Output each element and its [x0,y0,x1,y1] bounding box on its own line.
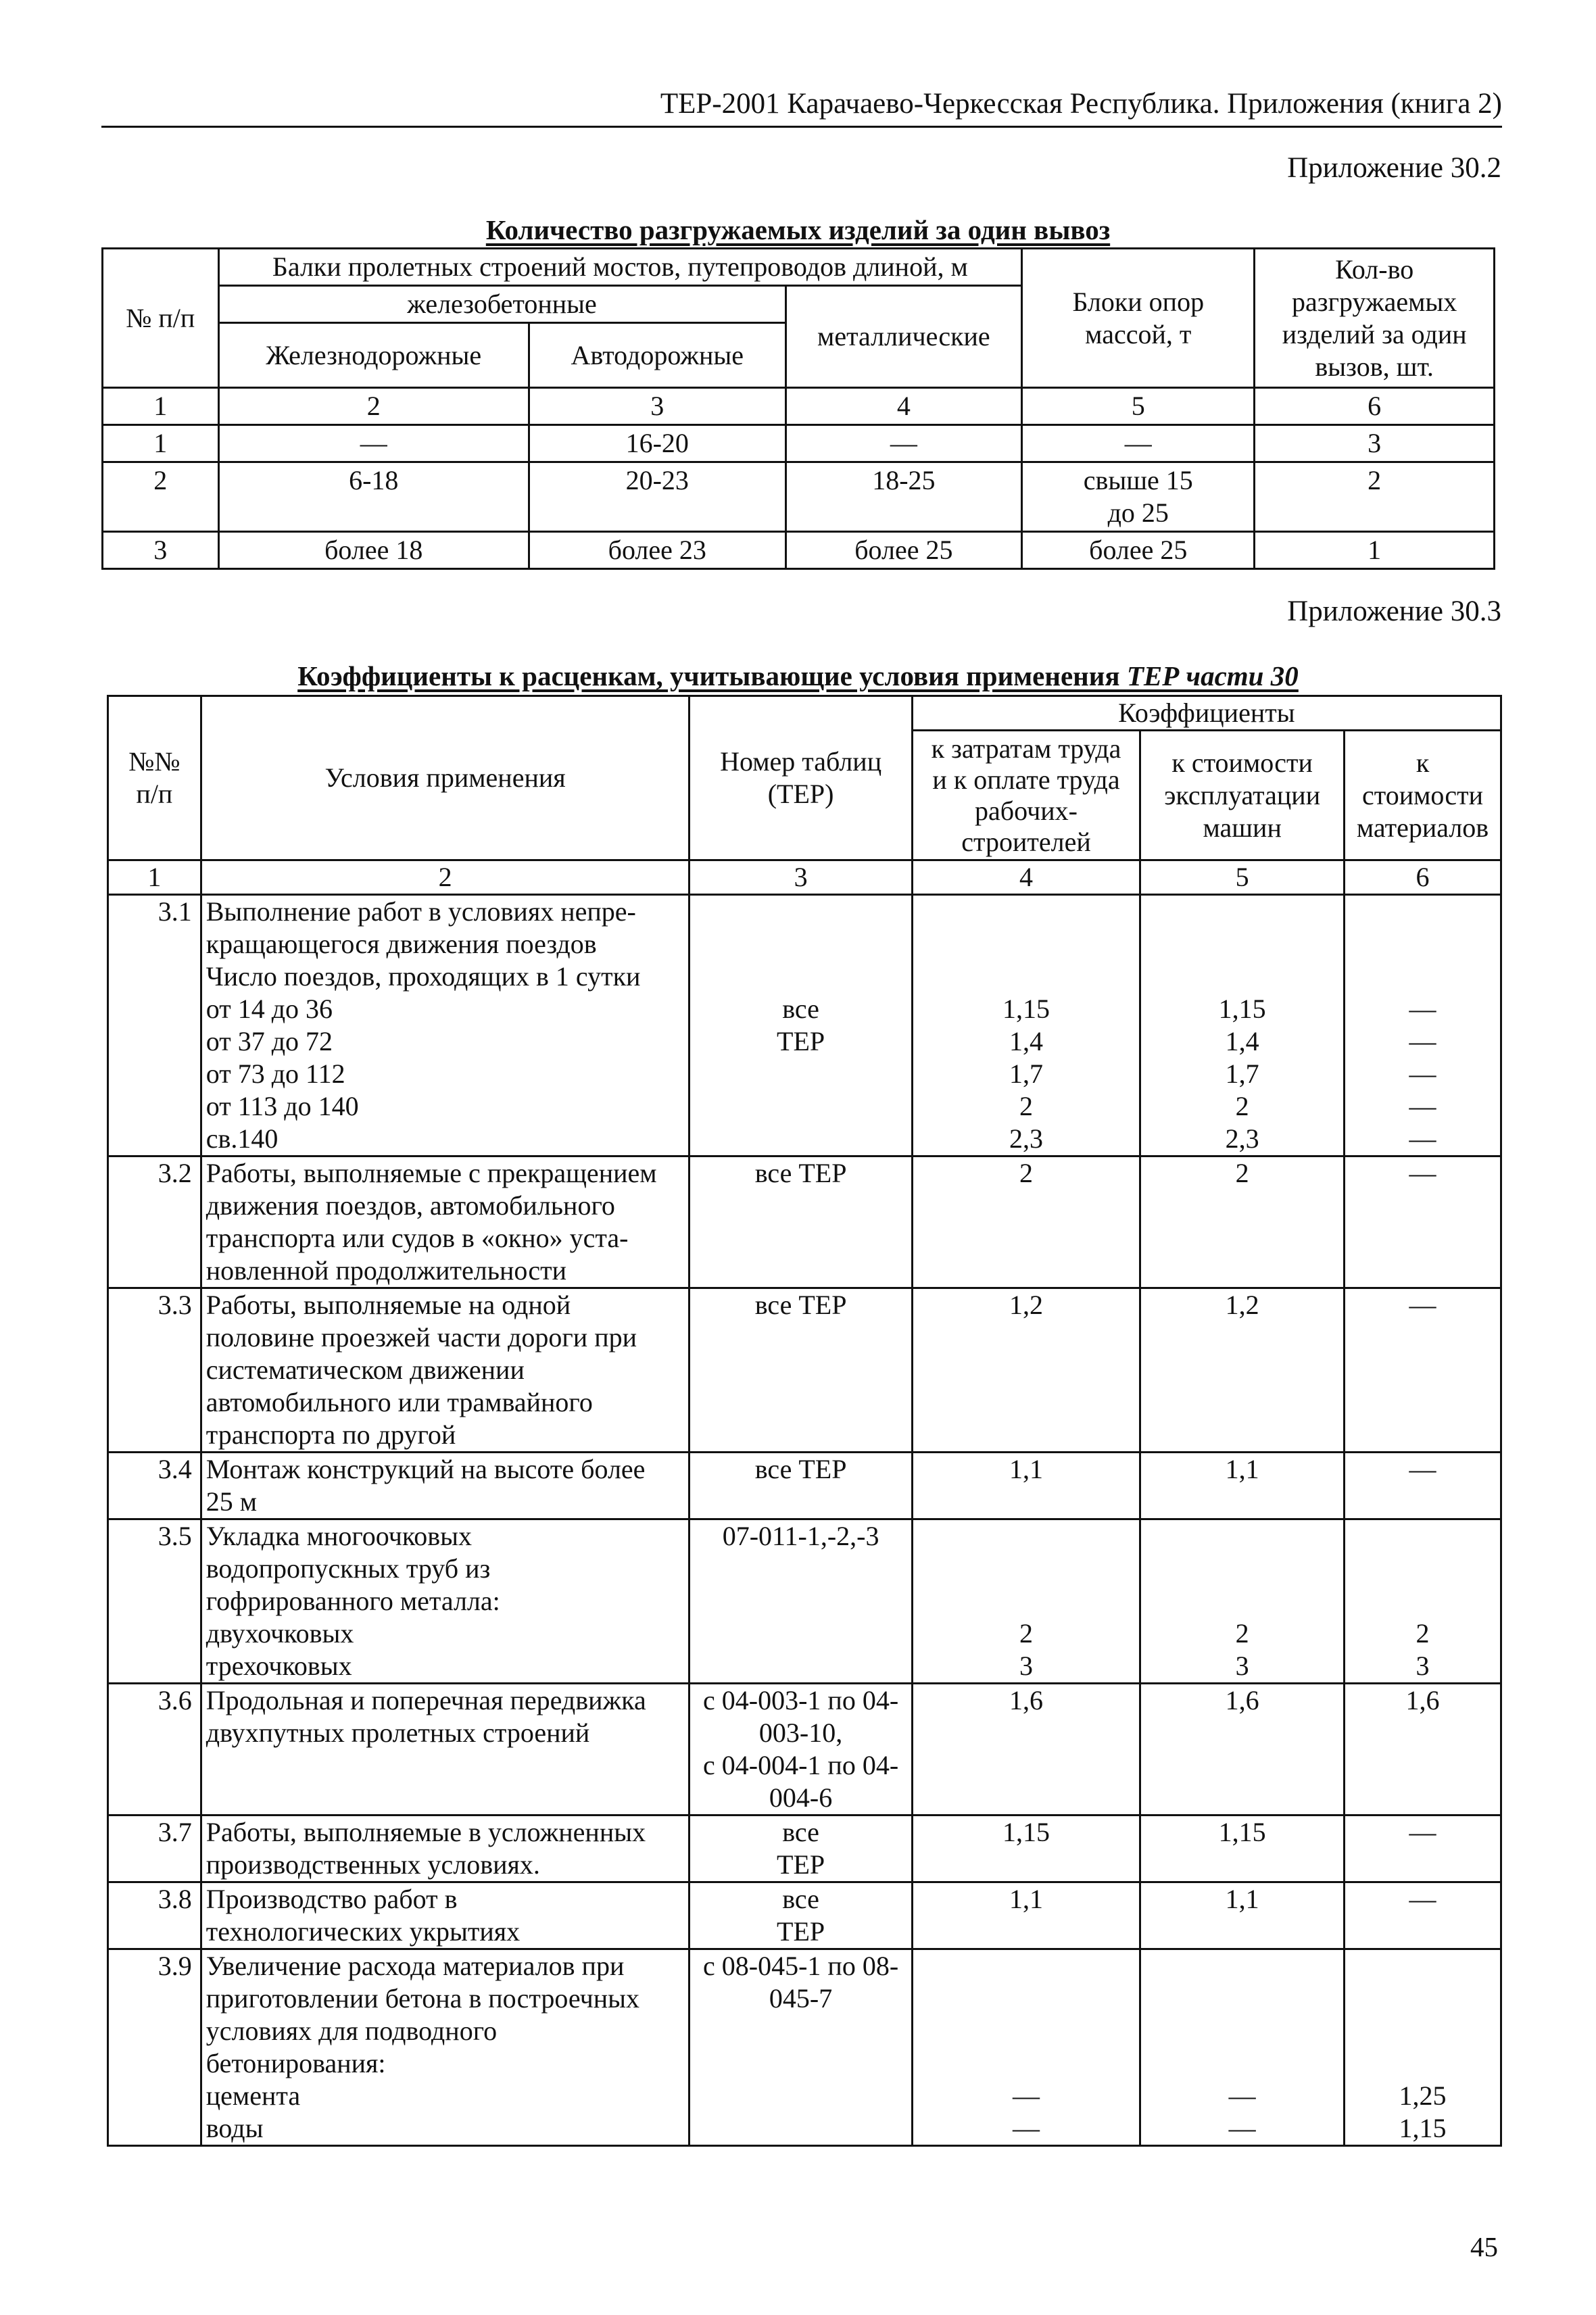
unload-table-cell: — [785,425,1022,462]
coef-table-cell: — — [912,1949,1140,2146]
unload-table-row [103,532,1495,569]
head-mat: к стоимости материалов [1345,731,1501,860]
colnum: 4 [912,860,1140,895]
coef-table-cell: все ТЕР [690,1288,912,1453]
coef-table-cell: 07-011-1,-2,-3 [690,1519,912,1684]
coef-table-cell: Работы, выполняемые с прекращением движения поездов, автомобильного транспорта или судов в «окно» уста- новленной продолжительности [201,1156,690,1288]
coef-table-cell: — [1345,1453,1501,1519]
coef-table-cell: Работы, выполняемые в усложненных производственных условиях. [201,1816,690,1882]
coef-table-cell: — [1345,1288,1501,1453]
unload-table-cell: 6-18 [218,462,529,532]
unload-table-row [103,462,1495,532]
table1-title: Количество разгружаемых изделий за один вывоз [485,214,1111,245]
unload-count-table [101,247,1495,570]
unload-table-cell: 3 [103,532,219,569]
colnum-row [108,860,1501,895]
coef-table-cell: 2 [912,1156,1140,1288]
unload-table-cell: 1 [1255,532,1495,569]
unload-table-cell: более 18 [218,532,529,569]
head-mach: к стоимости эксплуатации машин [1140,731,1345,860]
coef-table-cell: 3.7 [108,1816,201,1882]
coef-table-row [108,895,1501,1156]
coef-table-row [108,1156,1501,1288]
coef-table-cell: 1,1 [912,1453,1140,1519]
coef-table-cell: все ТЕР [690,1453,912,1519]
coef-table-cell: 3.1 [108,895,201,1156]
coef-table-cell: 1,6 [1140,1684,1345,1816]
table2-title-italic: ТЕР части 30 [1126,660,1299,691]
coef-table-cell: 3.8 [108,1882,201,1949]
coef-table-cell: 1,15 [912,1816,1140,1882]
head-cond: Условия применения [201,696,690,860]
unload-table-cell: 1 [103,425,219,462]
colnum: 6 [1345,860,1501,895]
coef-table-cell: 2 3 [1345,1519,1501,1684]
head-beams: Балки пролетных строений мостов, путепроводов длиной, м [218,249,1022,286]
colnum: 3 [529,388,785,425]
coef-table-row [108,1519,1501,1684]
unload-table-cell: — [1022,425,1255,462]
head-coef: Коэффициенты [912,696,1501,731]
coef-table-cell: 1,15 1,4 1,7 2 2,3 [912,895,1140,1156]
colnum: 4 [785,388,1022,425]
coefficients-table [107,695,1502,2147]
coef-table-cell: 1,6 [1345,1684,1501,1816]
coef-table-cell: 3.2 [108,1156,201,1288]
colnum: 5 [1140,860,1345,895]
colnum: 2 [218,388,529,425]
coef-table-cell: 1,6 [912,1684,1140,1816]
coef-table-cell: 2 3 [912,1519,1140,1684]
coef-table-cell: Производство работ в технологических укрытиях [201,1882,690,1949]
table2-title-main: Коэффициенты к расценкам, учитывающие условия применения [297,660,1127,691]
coef-table-cell: — [1345,1882,1501,1949]
coef-table-cell: Работы, выполняемые на одной половине проезжей части дороги при систематическом движении автомобильного или трамвайного транспорта по другой [201,1288,690,1453]
coef-table-cell: все ТЕР [690,895,912,1156]
appendix-30-2-label: Приложение 30.2 [1287,152,1501,184]
unload-table-cell: более 23 [529,532,785,569]
page-number: 45 [1470,2231,1498,2262]
head-blocks-text: Блоки опор массой, т [1072,286,1205,349]
coef-table-cell: 1,2 [912,1288,1140,1453]
colnum: 5 [1022,388,1255,425]
colnum-row [103,388,1495,425]
coef-table-cell: — — — — — [1345,895,1501,1156]
coef-table-cell: 1,1 [1140,1453,1345,1519]
coef-table-cell: 1,25 1,15 [1345,1949,1501,2146]
coef-table-cell: 3.5 [108,1519,201,1684]
coef-table-row [108,1453,1501,1519]
appendix-30-3-label: Приложение 30.3 [1287,595,1501,627]
unload-table-cell: 2 [1255,462,1495,532]
head-metal: металлические [785,286,1022,388]
head-count: Кол-во разгружаемых изделий за один вызов, шт. [1255,249,1495,388]
head-road: Автодорожные [529,323,785,388]
colnum: 2 [201,860,690,895]
head-rail: Железнодорожные [218,323,529,388]
colnum: 3 [690,860,912,895]
unload-table-cell: 18-25 [785,462,1022,532]
head-tab: Номер таблиц (ТЕР) [690,696,912,860]
coef-table-cell: 1,1 [1140,1882,1345,1949]
coef-table-cell: 1,1 [912,1882,1140,1949]
head-blocks [1022,249,1255,388]
coef-table-row [108,1684,1501,1816]
coef-table-cell: все ТЕР [690,1882,912,1949]
head-num: № п/п [103,249,219,388]
coef-table-row [108,1882,1501,1949]
coef-table-cell: Увеличение расхода материалов при приготовлении бетона в построечных условиях для подводного бетонирования: цемента воды [201,1949,690,2146]
coef-table-cell: Укладка многоочковых водопропускных труб из гофрированного металла: двухочковых трехочковых [201,1519,690,1684]
unload-table-cell: свыше 15 до 25 [1022,462,1255,532]
running-header: ТЕР-2001 Карачаево-Черкесская Республика. Приложения (книга 2) [101,87,1502,128]
coef-table-cell: все ТЕР [690,1156,912,1288]
coef-table-row [108,1949,1501,2146]
coef-table-cell: 3.9 [108,1949,201,2146]
unload-table-cell: — [218,425,529,462]
coef-table-cell: 1,2 [1140,1288,1345,1453]
unload-table-cell: более 25 [785,532,1022,569]
unload-table-row [103,425,1495,462]
coef-table-cell: Выполнение работ в условиях непре- кращающегося движения поездов Число поездов, проходящих в 1 сутки от 14 до 36 от 37 до 72 от 73 до 112 от 113 до 140 св.140 [201,895,690,1156]
coef-table-cell: — — [1140,1949,1345,2146]
coef-table-cell: Монтаж конструкций на высоте более 25 м [201,1453,690,1519]
coef-table-row [108,1816,1501,1882]
coef-table-cell: 2 3 [1140,1519,1345,1684]
unload-table-cell: 16-20 [529,425,785,462]
coef-table-cell: Продольная и поперечная передвижка двухпутных пролетных строений [201,1684,690,1816]
coef-table-cell: — [1345,1156,1501,1288]
coef-table-cell: 1,15 1,4 1,7 2 2,3 [1140,895,1345,1156]
coef-table-cell: с 04-003-1 по 04- 003-10, с 04-004-1 по 04- 004-6 [690,1684,912,1816]
head-labor: к затратам труда и к оплате труда рабочих- строителей [912,731,1140,860]
coef-table-cell: 3.6 [108,1684,201,1816]
coef-table-cell: с 08-045-1 по 08- 045-7 [690,1949,912,2146]
coef-table-cell: 1,15 [1140,1816,1345,1882]
head-rc: железобетонные [218,286,785,323]
coef-table-cell: — [1345,1816,1501,1882]
unload-table-cell: 2 [103,462,219,532]
colnum: 6 [1255,388,1495,425]
coef-table-cell: все ТЕР [690,1816,912,1882]
unload-table-cell: 3 [1255,425,1495,462]
head-num: №№ п/п [108,696,201,860]
colnum: 1 [108,860,201,895]
table2-title [0,660,1596,692]
coef-table-cell: 3.3 [108,1288,201,1453]
unload-table-cell: более 25 [1022,532,1255,569]
coef-table-cell: 2 [1140,1156,1345,1288]
coef-table-cell: 3.4 [108,1453,201,1519]
coef-table-row [108,1288,1501,1453]
unload-table-cell: 20-23 [529,462,785,532]
colnum: 1 [103,388,219,425]
